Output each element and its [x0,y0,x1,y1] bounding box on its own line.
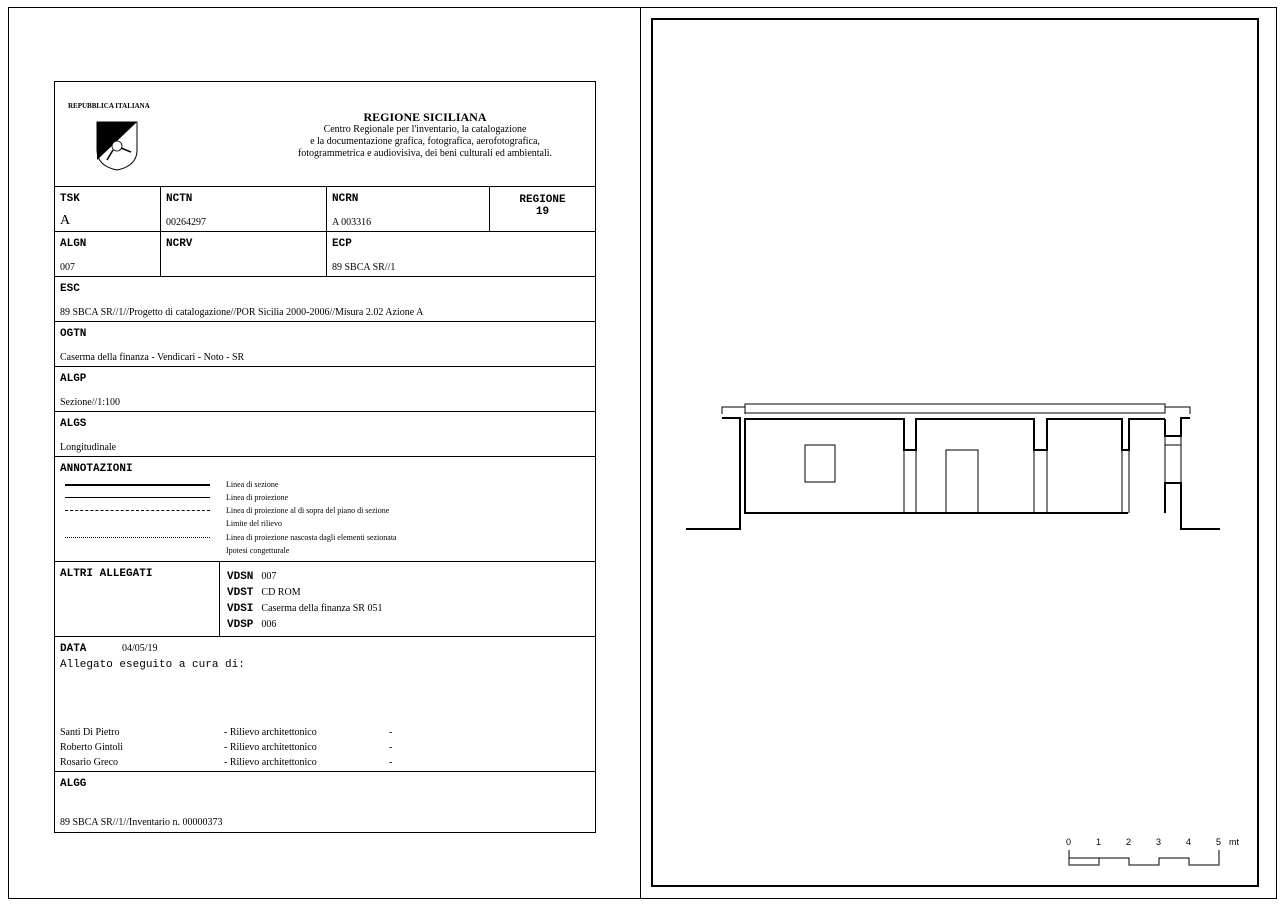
legend-text: Ipotesi congetturale [226,546,290,555]
scale-label: 2 [1126,837,1132,847]
person-role: - Rilievo architettonico [224,742,317,753]
algg-label: ALGG [60,778,87,790]
person-dash: - [389,742,393,753]
scale-label: 4 [1186,837,1192,847]
scale-unit: mt [1229,837,1239,847]
algp-label: ALGP [60,373,87,385]
ogtn-value: Caserma della finanza - Vendicari - Noto - SR [60,352,245,363]
ncrn-label: NCRN [332,193,359,205]
region-line: e la documentazione grafica, fotografica, aerofotografica, [310,136,540,147]
algg-value: 89 SBCA SR//1//Inventario n. 00000373 [60,817,223,828]
data-date: 04/05/19 [122,643,158,654]
person-name: Santi Di Pietro [60,727,120,738]
nctn-value: 00264297 [166,217,206,228]
algs-value: Longitudinale [60,442,117,453]
regione-value: 19 [535,206,550,218]
tsk-label: TSK [60,193,80,205]
vdst-label: VDST [227,587,254,599]
vdsn-value: 007 [261,571,277,582]
allegato-by: Allegato eseguito a cura di: [60,659,245,671]
ncrn-value: A 003316 [332,217,372,228]
window-outline [805,445,835,482]
vdsn-label: VDSN [227,571,254,583]
legend-text: Linea di proiezione nascosta dagli elementi sezionata [226,533,397,542]
ecp-label: ECP [332,238,352,250]
roof-slab [745,404,1165,413]
algn-label: ALGN [60,238,87,250]
legend-text: Linea di proiezione [226,493,289,502]
legend-text: Linea di proiezione al di sopra del piano di sezione [226,506,390,515]
right-beam-section [1165,418,1190,436]
region-line: fotogrammetrica e audiovisiva, dei beni culturali ed ambientali. [297,148,553,159]
person-dash: - [389,727,393,738]
vdst-value: CD ROM [261,587,301,598]
data-label: DATA [60,643,87,655]
door-outline [946,450,978,513]
scale-label: 5 [1216,837,1222,847]
region-title: REGIONE SICILIANA [363,110,487,124]
ncrv-label: NCRV [166,238,193,250]
scale-bar [1066,837,1239,865]
esc-label: ESC [60,283,80,295]
regione-label: REGIONE [519,194,566,206]
scale-label: 3 [1156,837,1162,847]
algn-value: 007 [60,262,75,273]
person-name: Rosario Greco [60,757,119,768]
scale-label: 1 [1096,837,1102,847]
nctn-label: NCTN [166,193,193,205]
republic-label: REPUBBLICA ITALIANA [68,102,150,110]
scale-label: 0 [1066,837,1072,847]
algs-label: ALGS [60,418,87,430]
person-role: - Rilievo architettonico [224,757,317,768]
legend-text: Limite del rilievo [226,519,282,528]
parapet-right [1165,407,1190,414]
person-name: Roberto Gintoli [60,742,124,753]
parapet-left [722,407,745,414]
esc-value: 89 SBCA SR//1//Progetto di catalogazione//POR Sicilia 2000-2006//Misura 2.02 Azione A [60,307,424,318]
vdsp-label: VDSP [227,619,254,631]
ecp-value: 89 SBCA SR//1 [332,262,396,273]
floor-line [745,418,1128,513]
vdsp-value: 006 [261,619,277,630]
scale-bar-ticks [1069,858,1189,865]
tsk-value: A [60,213,71,228]
wall-left-section [686,418,740,529]
vdsi-label: VDSI [227,603,254,615]
right-wall-section [1165,483,1220,529]
algp-value: Sezione//1:100 [60,397,120,408]
legend-text: Linea di sezione [226,480,279,489]
allegati-label: ALTRI ALLEGATI [60,568,153,580]
ogtn-label: OGTN [60,328,87,340]
annotazioni-label: ANNOTAZIONI [60,463,133,475]
vdsi-value: Caserma della finanza SR 051 [261,603,383,614]
region-line: Centro Regionale per l'inventario, la catalogazione [323,124,527,135]
person-dash: - [389,757,393,768]
person-role: - Rilievo architettonico [224,727,317,738]
